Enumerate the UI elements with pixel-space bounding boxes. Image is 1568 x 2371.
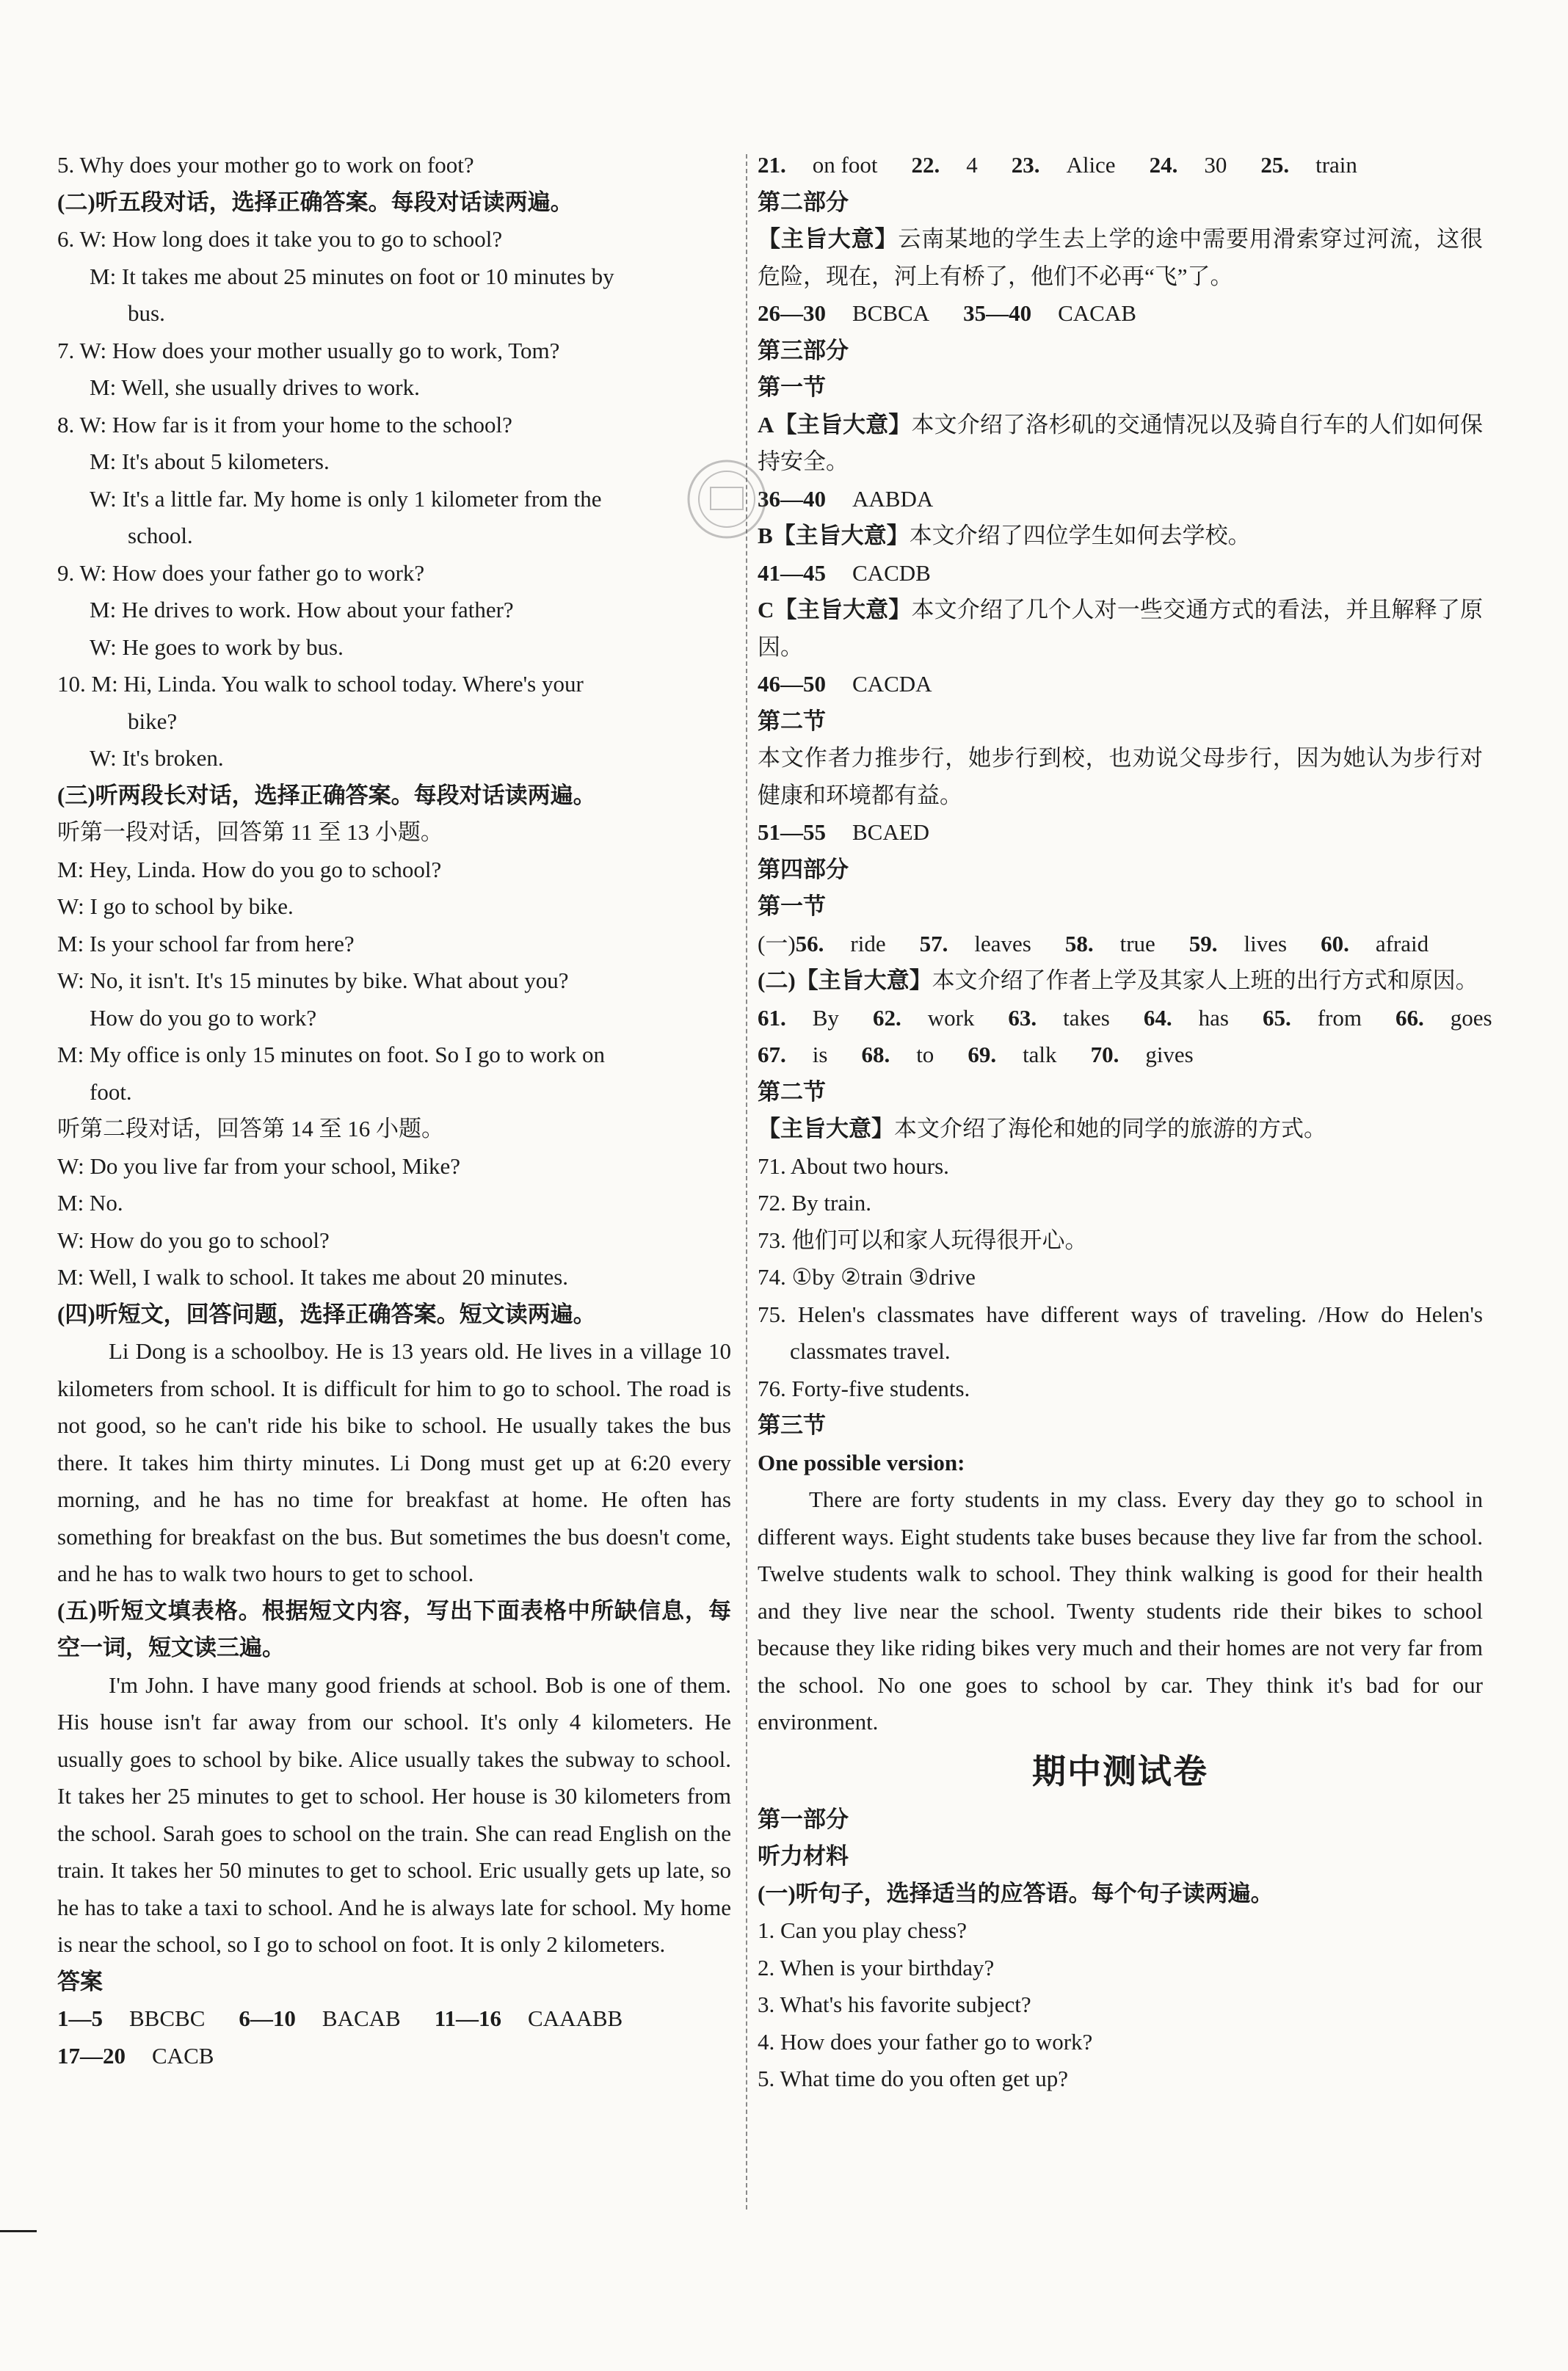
- answer-number: 65.: [1262, 1004, 1291, 1031]
- answer-value: from: [1317, 1004, 1362, 1031]
- answer-line: [758, 147, 1483, 184]
- text-line: M: Is your school far from here?: [57, 930, 355, 956]
- section-heading: 第三部分: [758, 337, 849, 363]
- answer-number: 46—50: [758, 671, 826, 697]
- text-line: W: How do you go to school?: [57, 1227, 330, 1253]
- answer-value: goes: [1450, 1004, 1492, 1031]
- main-idea-text: 云南某地的学生去上学的途中需要用滑索穿过河流，这很危险，现在，河上有桥了，他们不必再“飞”了。: [758, 226, 1484, 289]
- section-heading: 第三节: [758, 1412, 826, 1438]
- answer-number: 11—16: [434, 2005, 501, 2031]
- answer-value: BCBCA: [852, 300, 930, 326]
- text-line: 74. ①by ②train ③drive: [758, 1264, 976, 1290]
- text-line: 2. When is your birthday?: [758, 1954, 995, 1980]
- answer-number: 70.: [1090, 1042, 1119, 1067]
- text-line: 听第二段对话，回答第 14 至 16 小题。: [57, 1116, 444, 1141]
- section-heading: (四)听短文，回答问题，选择正确答案。短文读两遍。: [57, 1301, 596, 1327]
- answer-value: CACB: [152, 2042, 214, 2069]
- answer-value: CACDA: [852, 671, 932, 697]
- answer-number: 1—5: [57, 2005, 103, 2031]
- answer-line: [758, 1036, 1483, 1074]
- text-line: M: Well, I walk to school. It takes me about 20 minutes.: [57, 1264, 569, 1290]
- section-heading: 第四部分: [758, 856, 849, 882]
- answer-number: 24.: [1149, 152, 1178, 178]
- section-heading: (一)听句子，选择适当的应答语。每个句子读两遍。: [758, 1880, 1274, 1906]
- answer-number: 41—45: [758, 559, 826, 586]
- answer-prefix: (一): [758, 930, 796, 956]
- answer-number: 35—40: [963, 300, 1032, 326]
- text-line: 1. Can you play chess?: [758, 1917, 967, 1943]
- answer-value: true: [1119, 930, 1155, 956]
- answer-value: leaves: [974, 930, 1031, 956]
- main-idea-block: [758, 1111, 1483, 1148]
- answer-number: 62.: [872, 1004, 901, 1031]
- text-line: 5. What time do you often get up?: [758, 2066, 1068, 2091]
- text-line: 3. What's his favorite subject?: [758, 1991, 1031, 2017]
- text-line: M: My office is only 15 minutes on foot. So I go to work on: [57, 1042, 605, 1067]
- dialogue-line: foot.: [90, 1078, 132, 1105]
- answer-number: 23.: [1011, 152, 1040, 178]
- main-idea-block: [758, 962, 1483, 1000]
- section-heading: 第二节: [758, 1078, 826, 1105]
- answer-value: takes: [1063, 1004, 1110, 1031]
- answer-line: [57, 2038, 731, 2075]
- dialogue-line: bike?: [128, 708, 178, 734]
- dialogue-line: W: It's a little far. My home is only 1 kilometer from the: [90, 485, 602, 512]
- answer-number: 58.: [1064, 930, 1094, 956]
- answer-number: 26—30: [758, 300, 826, 326]
- dialogue-line: school.: [128, 523, 193, 548]
- answer-value: CAAABB: [528, 2005, 623, 2031]
- main-idea-text: 本文介绍了洛杉矶的交通情况以及骑自行车的人们如何保持安全。: [758, 411, 1484, 474]
- answer-value: 30: [1204, 152, 1227, 178]
- answer-value: BBCBC: [129, 2005, 206, 2031]
- answer-number: 22.: [911, 152, 940, 178]
- answer-line: [758, 1000, 1492, 1037]
- answer-value: talk: [1023, 1042, 1057, 1067]
- answer-value: on foot: [812, 152, 878, 178]
- answer-value: BACAB: [322, 2005, 401, 2031]
- dialogue-line: M: It takes me about 25 minutes on foot or 10 minutes by: [90, 263, 614, 289]
- section-heading: One possible version:: [758, 1449, 965, 1475]
- dialogue-line: M: He drives to work. How about your father?: [90, 597, 514, 622]
- answer-number: 68.: [861, 1042, 890, 1067]
- summary-paragraph: 本文作者力推步行，她步行到校，也劝说父母步行，因为她认为步行对健康和环境都有益。: [758, 745, 1483, 808]
- answer-line: [758, 295, 1483, 333]
- answer-value: Alice: [1066, 152, 1116, 178]
- watermark-stamp-icon: [683, 455, 771, 543]
- section-heading: 第一节: [758, 374, 826, 400]
- text-line: W: I go to school by bike.: [57, 893, 294, 919]
- main-idea-label: (二)【主旨大意】: [758, 967, 932, 993]
- text-line: W: No, it isn't. It's 15 minutes by bike. What about you?: [57, 967, 569, 993]
- answer-value: has: [1198, 1004, 1229, 1031]
- main-idea-label: 【主旨大意】: [758, 226, 899, 252]
- text-line: 5. Why does your mother go to work on foot?: [57, 152, 474, 178]
- answer-line: [758, 666, 1483, 703]
- answer-value: gives: [1145, 1042, 1194, 1067]
- answer-number: 60.: [1321, 930, 1349, 956]
- answer-number: 51—55: [758, 819, 826, 845]
- main-idea-label: 【主旨大意】: [758, 1116, 894, 1141]
- text-line: 听第一段对话，回答第 11 至 13 小题。: [57, 819, 443, 845]
- dialogue-line: bus.: [128, 300, 165, 326]
- text-line: M: Hey, Linda. How do you go to school?: [57, 856, 442, 882]
- text-line: 8. W: How far is it from your home to the school?: [57, 411, 512, 437]
- main-idea-text: 本文介绍了作者上学及其家人上班的出行方式和原因。: [932, 967, 1478, 993]
- main-idea-label: C【主旨大意】: [758, 597, 912, 622]
- dialogue-line: W: He goes to work by bus.: [90, 633, 344, 660]
- section-heading: 答案: [57, 1968, 103, 1994]
- text-line: 76. Forty-five students.: [758, 1375, 970, 1401]
- section-heading: (五)听短文填表格。根据短文内容，写出下面表格中所缺信息，每空一词，短文读三遍。: [57, 1597, 731, 1660]
- dialogue-line: How do you go to work?: [90, 1004, 317, 1031]
- answer-line: [758, 814, 1483, 852]
- dialogue-line: M: It's about 5 kilometers.: [90, 449, 330, 474]
- main-idea-block: [758, 407, 1483, 481]
- main-idea-block: [758, 592, 1483, 666]
- page-corner-mark: [0, 2230, 37, 2232]
- answer-line: [758, 481, 1483, 518]
- answer-number: 6—10: [239, 2005, 296, 2031]
- answer-number: 67.: [758, 1042, 786, 1067]
- answer-value: CACDB: [852, 559, 931, 586]
- answer-number: 59.: [1188, 930, 1218, 956]
- section-heading: 第一节: [758, 893, 826, 919]
- passage-paragraph: I'm John. I have many good friends at school. Bob is one of them. His house isn't far away from our school. It's only 4 kilometers. He usually goes to school by bike. Alice usually takes the subway to school. It takes her 25 minutes to get to school. Her house is 30 kilometers from the school. Sarah goes to school on the train. She can read English on the train. It takes her 50 minutes to get to school. Eric usually gets up late, so he has to take a taxi to school. And he is always late for school. My home is near the school, so I go to school on foot. It is only 2 kilometers.: [57, 1671, 731, 1957]
- answer-value: afraid: [1375, 930, 1429, 956]
- text-line: M: No.: [57, 1190, 123, 1216]
- answer-number: 36—40: [758, 485, 826, 512]
- answer-line: [57, 2000, 731, 2038]
- answer-value: 4: [966, 152, 978, 178]
- left-column: [57, 147, 731, 2074]
- passage-paragraph: Li Dong is a schoolboy. He is 13 years old. He lives in a village 10 kilometers from school. It is difficult for him to go to school. The road is not good, so he can't ride his bike to school. He usually takes the bus there. It takes him thirty minutes. Li Dong must get up at 6:20 every morning, and he has no time for breakfast at home. He often has something for breakfast on the bus. But sometimes the bus doesn't come, and he has to walk two hours to get to school.: [57, 1338, 731, 1586]
- text-line: 6. W: How long does it take you to go to school?: [57, 226, 503, 252]
- answer-value: work: [927, 1004, 975, 1031]
- answer-number: 64.: [1143, 1004, 1172, 1031]
- answer-value: lives: [1244, 930, 1288, 956]
- section-heading: 第二部分: [758, 189, 849, 215]
- answer-value: train: [1315, 152, 1357, 178]
- answer-line: 75. Helen's classmates have different ways of traveling. /How do Helen's classmates travel.: [758, 1301, 1483, 1364]
- answer-number: 21.: [758, 152, 786, 178]
- answer-value: is: [812, 1042, 828, 1067]
- section-heading: 第一部分: [758, 1806, 849, 1832]
- answer-number: 17—20: [57, 2042, 126, 2069]
- answer-number: 61.: [758, 1004, 786, 1031]
- answer-number: 69.: [968, 1042, 997, 1067]
- section-heading: 听力材料: [758, 1843, 849, 1869]
- passage-paragraph: There are forty students in my class. Every day they go to school in different ways. Eight students take buses because they live far from the school. Twelve students walk to school. They think walking is good for their health and they live near the school. Twenty students ride their bikes to school because they like riding bikes very much and their homes are not very far from the school. No one goes to school by car. They think it's bad for our environment.: [758, 1486, 1483, 1735]
- main-idea-block: [758, 221, 1483, 295]
- answer-value: CACAB: [1058, 300, 1136, 326]
- text-line: 10. M: Hi, Linda. You walk to school today. Where's your: [57, 671, 584, 697]
- text-line: 73. 他们可以和家人玩得很开心。: [758, 1227, 1088, 1253]
- main-idea-block: [758, 518, 1483, 555]
- main-idea-label: A【主旨大意】: [758, 411, 912, 437]
- text-line: 71. About two hours.: [758, 1152, 949, 1179]
- section-heading: 第二节: [758, 708, 826, 734]
- answer-value: AABDA: [852, 485, 934, 512]
- answer-value: BCAED: [852, 819, 930, 845]
- answer-value: ride: [850, 930, 886, 956]
- text-line: 72. By train.: [758, 1190, 871, 1216]
- answer-number: 66.: [1395, 1004, 1424, 1031]
- main-idea-text: 本文介绍了四位学生如何去学校。: [909, 523, 1251, 548]
- section-heading: (三)听两段长对话，选择正确答案。每段对话读两遍。: [57, 782, 596, 808]
- answer-number: 63.: [1008, 1004, 1037, 1031]
- answer-number: 57.: [919, 930, 948, 956]
- right-column: [758, 147, 1492, 2098]
- section-heading: (二)听五段对话，选择正确答案。每段对话读两遍。: [57, 189, 573, 215]
- text-line: 9. W: How does your father go to work?: [57, 559, 425, 586]
- main-idea-text: 本文介绍了海伦和她的同学的旅游的方式。: [894, 1116, 1326, 1141]
- text-line: 7. W: How does your mother usually go to work, Tom?: [57, 337, 560, 363]
- main-idea-label: B【主旨大意】: [758, 523, 910, 548]
- answer-value: to: [916, 1042, 934, 1067]
- answer-line: [758, 926, 1483, 963]
- answer-number: 25.: [1260, 152, 1290, 178]
- text-line: W: Do you live far from your school, Mike?: [57, 1152, 460, 1179]
- dialogue-line: M: Well, she usually drives to work.: [90, 374, 420, 400]
- answer-number: 56.: [795, 930, 824, 956]
- answer-value: By: [812, 1004, 839, 1031]
- test-title: 期中测试卷: [1032, 1751, 1208, 1791]
- dialogue-line: W: It's broken.: [90, 745, 224, 771]
- main-idea-text: 本文介绍了几个人对一些交通方式的看法，并且解释了原因。: [758, 597, 1484, 660]
- text-line: 4. How does your father go to work?: [758, 2028, 1093, 2055]
- answer-line: [758, 555, 1483, 592]
